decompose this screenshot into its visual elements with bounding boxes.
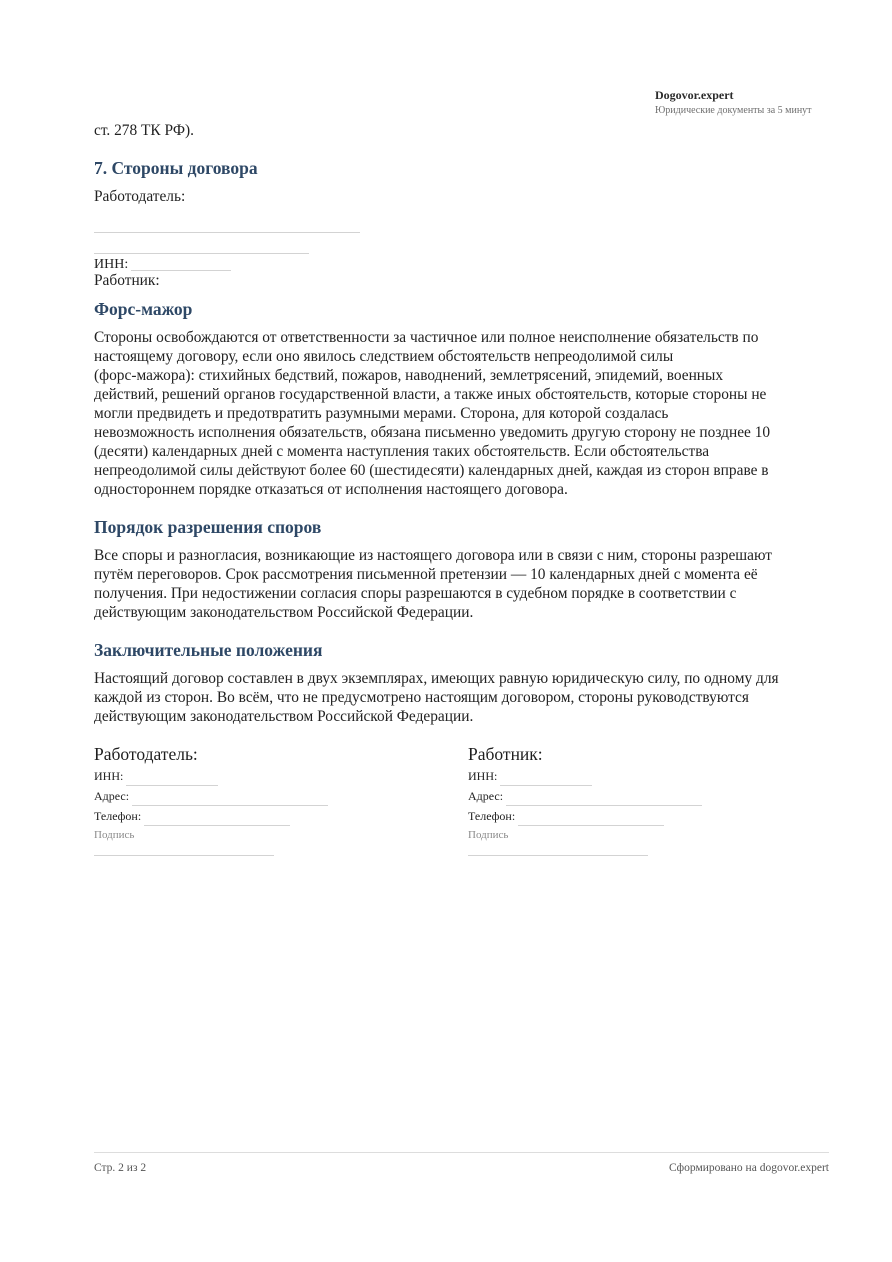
inn-label: ИНН: [468,769,498,783]
signature-employee-label: Подпись [468,829,509,841]
paragraph-line: действующим законодательством Российской Федерации. [94,708,474,725]
signature-employer-label: Подпись [94,829,135,841]
signature-employee-address [468,786,768,806]
paragraph-line: (форс-мажора): стихийных бедствий, пожаров, наводнений, землетрясений, эпидемий, военных [94,367,724,384]
paragraph-line: действий, решений органов государственной власти, а также иных обстоятельств, которые стороны не [94,386,767,403]
phone-label: Телефон: [94,809,142,823]
address-label: Адрес: [94,789,130,803]
parties-employer-label: Работодатель: [94,188,186,205]
signature-employee-line [468,855,648,856]
paragraph-line: настоящему договору, если оно явилось следствием обстоятельств непреодолимой силы [94,348,674,365]
address-fill-line [132,791,328,806]
paragraph-line: одностороннем порядке отказаться от исполнения настоящего договора. [94,481,568,498]
continuation-text: ст. 278 ТК РФ). [94,122,194,139]
disputes-body [94,546,866,622]
signature-employer-title: Работодатель: [94,744,198,764]
footer-divider [94,1152,829,1153]
phone-label: Телефон: [468,809,516,823]
paragraph-line: действующим законодательством Российской Федерации. [94,604,474,621]
paragraph-line: получения. При недостижении согласия споры разрешаются в судебном порядке в соответствии с [94,585,737,602]
inn-fill-line [126,771,218,786]
signature-employee-inn [468,766,768,786]
brand-name: Dogovor.expert [655,88,734,102]
address-fill-line [506,791,702,806]
brand-tagline: Юридические документы за 5 минут [655,105,812,116]
signature-employer-inn [94,766,394,786]
section-title-parties: 7. Стороны договора [94,158,258,178]
employer-name-line [94,232,360,233]
inn-label: ИНН: [94,769,124,783]
paragraph-line: Все споры и разногласия, возникающие из настоящего договора или в связи с ним, стороны разрешают [94,547,773,564]
section-title-force-majeure: Форс-мажор [94,299,193,319]
section-title-disputes: Порядок разрешения споров [94,517,322,537]
paragraph-line: Настоящий договор составлен в двух экземплярах, имеющих равную юридическую силу, по одному для [94,670,779,687]
signature-employee-title: Работник: [468,744,543,764]
paragraph-line: путём переговоров. Срок рассмотрения письменной претензии — 10 календарных дней с момента её [94,566,758,583]
footer-generated: Сформировано на dogovor.expert [669,1162,829,1174]
address-label: Адрес: [468,789,504,803]
footer-page-number: Стр. 2 из 2 [94,1162,147,1174]
phone-fill-line [144,811,290,826]
inn-label-text: ИНН: [94,257,129,272]
paragraph-line: невозможность исполнения обязательств, обязана письменно уведомить другую сторону не позднее 10 [94,424,771,441]
signature-employee-phone [468,806,768,826]
inn-fill-line [500,771,592,786]
force-majeure-body [94,328,866,499]
signature-employer-line [94,855,274,856]
paragraph-line: каждой из сторон. Во всём, что не предусмотрено настоящим договором, стороны руководствуются [94,689,749,706]
header-brand [655,88,812,117]
paragraph-line: непреодолимой силы действуют более 60 (шестидесяти) календарных дней, каждая из сторон вправе в [94,462,769,479]
paragraph-line: (десяти) календарных дней с момента наступления таких обстоятельств. Если обстоятельства [94,443,710,460]
phone-fill-line [518,811,664,826]
paragraph-line: Стороны освобождаются от ответственности за частичное или полное неисполнение обязательств по [94,329,759,346]
paragraph-line: могли предвидеть и предотвратить разумными мерами. Сторона, для которой создалась [94,405,669,422]
signature-employer-address [94,786,394,806]
signature-block-employee [468,744,768,844]
parties-employee-label: Работник: [94,272,160,289]
section-title-final: Заключительные положения [94,640,323,660]
employer-details-line [94,253,309,254]
signature-block-employer [94,744,394,844]
signature-employer-phone [94,806,394,826]
final-body [94,669,866,726]
